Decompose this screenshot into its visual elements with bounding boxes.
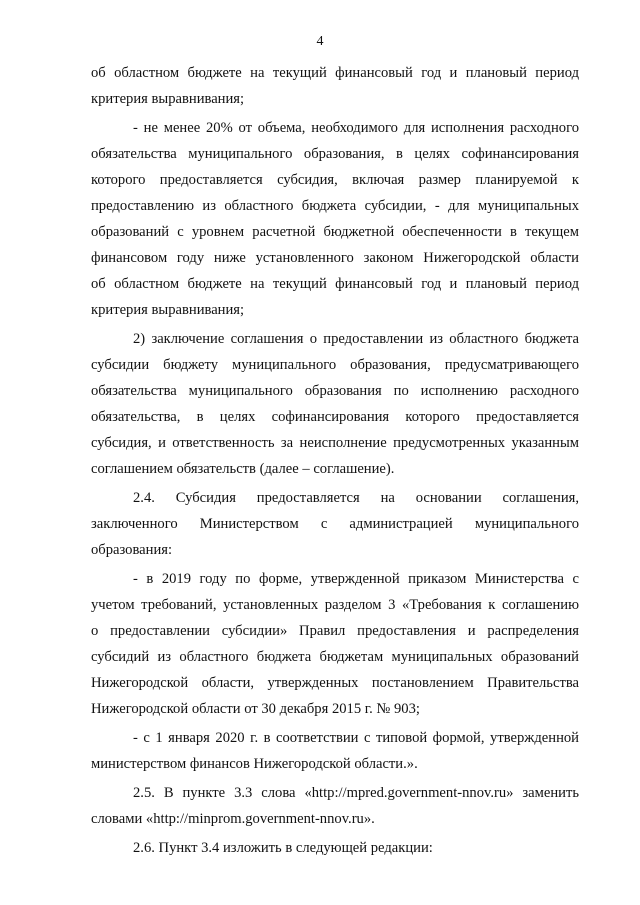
text-line: которого предоставляется субсидия, включая размер планируемой к — [91, 172, 579, 188]
page-number: 4 — [316, 34, 324, 49]
document-body — [91, 60, 579, 861]
text-line: министерством финансов Нижегородской области.». — [91, 756, 418, 772]
text-line: 2) заключение соглашения о предоставлении из областного бюджета — [133, 331, 579, 347]
text-line: субсидия, и ответственность за неисполнение предусмотренных указанным — [91, 435, 579, 451]
text-line: 2.5. В пункте 3.3 слова «http://mpred.government-nnov.ru» заменить — [133, 785, 579, 801]
text-line: обязательства муниципального образования, в целях софинансирования — [91, 146, 579, 162]
text-line: финансовом году ниже установленного законом Нижегородской области — [91, 250, 579, 266]
text-line: Нижегородской области, утвержденных постановлением Правительства — [91, 675, 579, 691]
text-line: образования: — [91, 542, 173, 558]
text-line: критерия выравнивания; — [91, 91, 245, 107]
text-line: - в 2019 году по форме, утвержденной приказом Министерства с — [133, 571, 579, 587]
paragraph — [91, 485, 579, 563]
text-line: субсидии бюджету муниципального образования, предусматривающего — [91, 357, 579, 373]
text-line: 2.6. Пункт 3.4 изложить в следующей редакции: — [133, 840, 433, 856]
text-line: об областном бюджете на текущий финансовый год и плановый период — [91, 65, 579, 81]
text-line: 2.4. Субсидия предоставляется на основании соглашения, — [133, 490, 579, 506]
paragraph — [91, 60, 579, 112]
text-line: образований с уровнем расчетной бюджетной обеспеченности в текущем — [91, 224, 579, 240]
paragraph — [91, 780, 579, 832]
paragraph — [91, 115, 579, 323]
text-line: заключенного Министерством с администрацией муниципального — [91, 516, 579, 532]
text-line: словами «http://minprom.government-nnov.ru». — [91, 811, 375, 827]
paragraph — [91, 725, 579, 777]
text-line: обязательства муниципального образования по исполнению расходного — [91, 383, 579, 399]
text-line: предоставлению из областного бюджета субсидии, - для муниципальных — [91, 198, 579, 214]
text-line: критерия выравнивания; — [91, 302, 245, 318]
paragraph — [91, 326, 579, 482]
text-line: соглашением обязательств (далее – соглашение). — [91, 461, 395, 477]
text-line: об областном бюджете на текущий финансовый год и плановый период — [91, 276, 579, 292]
text-line: - не менее 20% от объема, необходимого для исполнения расходного — [133, 120, 579, 136]
text-line: о предоставлении субсидии» Правил предоставления и распределения — [91, 623, 579, 639]
text-line: учетом требований, установленных разделом 3 «Требования к соглашению — [91, 597, 579, 613]
paragraph — [91, 566, 579, 722]
text-line: Нижегородской области от 30 декабря 2015 г. № 903; — [91, 701, 420, 717]
text-line: - с 1 января 2020 г. в соответствии с типовой формой, утвержденной — [133, 730, 579, 746]
text-line: обязательства, в целях софинансирования которого предоставляется — [91, 409, 579, 425]
paragraph — [91, 835, 579, 861]
text-line: субсидий из областного бюджета бюджетам муниципальных образований — [91, 649, 579, 665]
